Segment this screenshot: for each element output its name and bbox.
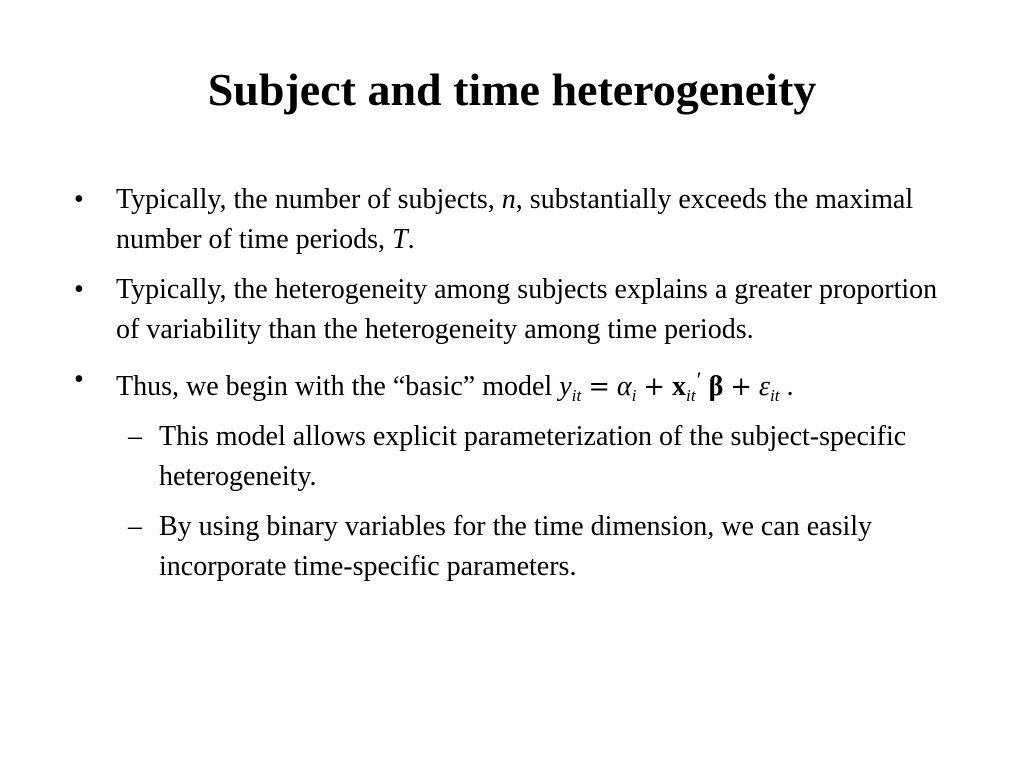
sub-bullet-text: By using binary variables for the time dimension, we can easily incorporate time-specific parameters. [159,510,873,582]
slide-title: Subject and time heterogeneity [207,64,817,115]
dash-marker: – [128,420,142,452]
var-n: n [501,184,516,215]
dash-marker: – [128,510,142,542]
bullet-item [72,270,952,350]
model-equation: $y_{it} = \alpha_i + x_{it}'$ $\beta + \varepsilon_{it}$ . [559,367,794,405]
bullet-item [72,180,952,260]
bullet-marker: • [74,184,84,215]
bullet-text: Thus, we begin with the “basic” model $y_{it} = \alpha_i + x_{it}'$ $\beta + \varepsilon_{it}$ . [116,367,794,405]
var-T: T [392,224,408,255]
sub-bullet-text: This model allows explicit parameterization of the subject-specific heterogeneity. [159,420,907,492]
sub-bullet-item [116,507,952,587]
bullet-marker: • [74,364,84,395]
bullet-text: Typically, the number of subjects, n, substantially exceeds the maximal number of time periods, T. [116,184,914,255]
bullet-list [72,180,952,597]
bullet-item [72,360,952,407]
bullet-text: Typically, the heterogeneity among subjects explains a greater proportion of variability than the heterogeneity among time periods. [116,274,938,345]
bullet-marker: • [74,274,84,305]
sub-bullet-list [116,417,952,587]
sub-bullet-item [116,417,952,497]
